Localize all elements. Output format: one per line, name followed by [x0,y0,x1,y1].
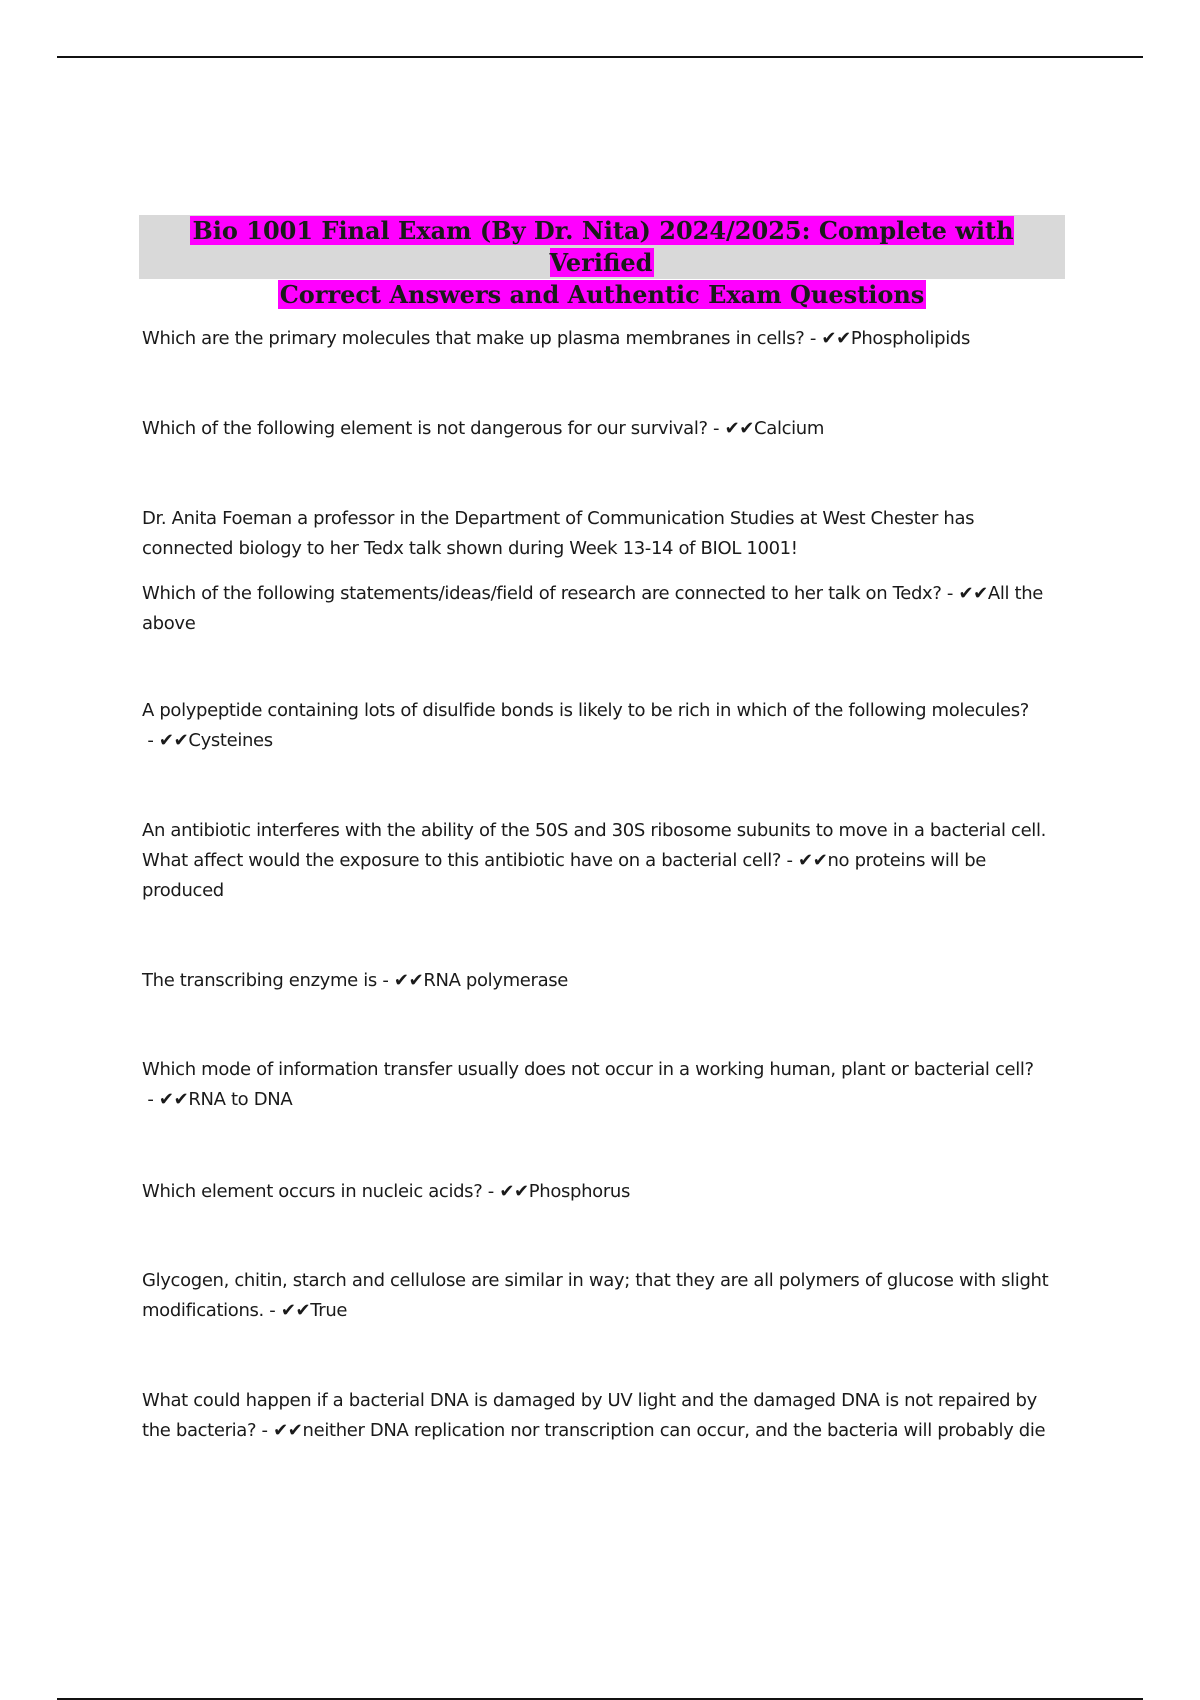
qa-item-8 [142,1177,1062,1207]
answer-text: neither DNA replication nor transcription can occur, and the bacteria will probably die [302,1420,1046,1441]
title-line-1: Bio 1001 Final Exam (By Dr. Nita) 2024/2025: Complete with Verified [192,216,1014,277]
question-text: Glycogen, chitin, starch and cellulose are similar in way; that they are all polymers of glucose with slight modifications. [142,1270,1049,1321]
double-check-icon: ✔✔ [798,850,828,871]
separator: - [263,1300,281,1321]
answer-text: Phosphorus [528,1181,630,1202]
qa-item-9 [142,1266,1062,1326]
answer-text: RNA polymerase [423,970,569,991]
double-check-icon: ✔✔ [280,1300,311,1321]
qa-item-7 [142,1055,1062,1115]
double-check-icon: ✔✔ [958,583,988,604]
answer-text: Cysteines [188,730,273,751]
separator: - [781,850,799,871]
separator: - [804,328,822,349]
question-text: Which of the following statements/ideas/field of research are connected to her talk on Tedx? [142,583,942,604]
top-rule [57,56,1143,58]
separator: - [142,1089,159,1110]
separator: - [707,418,725,439]
question-text: A polypeptide containing lots of disulfide bonds is likely to be rich in which of the following molecules? [142,700,1029,721]
qa-item-5 [142,816,1062,906]
qa-item-1 [142,324,1062,354]
answer-text: RNA to DNA [188,1089,293,1110]
answer-text: True [310,1300,348,1321]
answer-text: no proteins will be produced [142,850,987,901]
question-text: Which mode of information transfer usually does not occur in a working human, plant or bacterial cell? [142,1059,1034,1080]
qa-item-10 [142,1386,1062,1446]
question-text: Which are the primary molecules that make up plasma membranes in cells? [142,328,805,349]
separator: - [376,970,394,991]
question-text: The transcribing enzyme is [142,970,377,991]
double-check-icon: ✔✔ [158,1089,189,1110]
question-text: What could happen if a bacterial DNA is damaged by UV light and the damaged DNA is not repaired by the bacteria? [142,1390,1037,1441]
intro-paragraph: Dr. Anita Foeman a professor in the Department of Communication Studies at West Chester has connected biology to her Tedx talk shown during Week 13-14 of BIOL 1001! [142,508,975,559]
separator: - [256,1420,274,1441]
qa-item-3 [142,579,1062,639]
double-check-icon: ✔✔ [499,1181,529,1202]
separator: - [482,1181,500,1202]
double-check-icon: ✔✔ [821,328,851,349]
question-text: Which of the following element is not dangerous for our survival? [142,418,708,439]
answer-text: All the above [142,583,1044,634]
answer-text: Phospholipids [850,328,971,349]
qa-item-6 [142,966,1062,996]
document-title [139,215,1065,309]
double-check-icon: ✔✔ [724,418,755,439]
title-line-2: Correct Answers and Authentic Exam Questions [279,280,925,309]
qa-item-2 [142,414,1062,444]
separator: - [941,583,959,604]
question-text: An antibiotic interferes with the ability of the 50S and 30S ribosome subunits to move in a bacterial cell. What affect would the exposure to this antibiotic have on a bacterial cell? [142,820,1046,871]
question-text: Which element occurs in nucleic acids? [142,1181,483,1202]
double-check-icon: ✔✔ [273,1420,303,1441]
double-check-icon: ✔✔ [393,970,424,991]
double-check-icon: ✔✔ [158,730,189,751]
answer-text: Calcium [754,418,825,439]
separator: - [142,730,159,751]
qa-item-4 [142,696,1062,756]
